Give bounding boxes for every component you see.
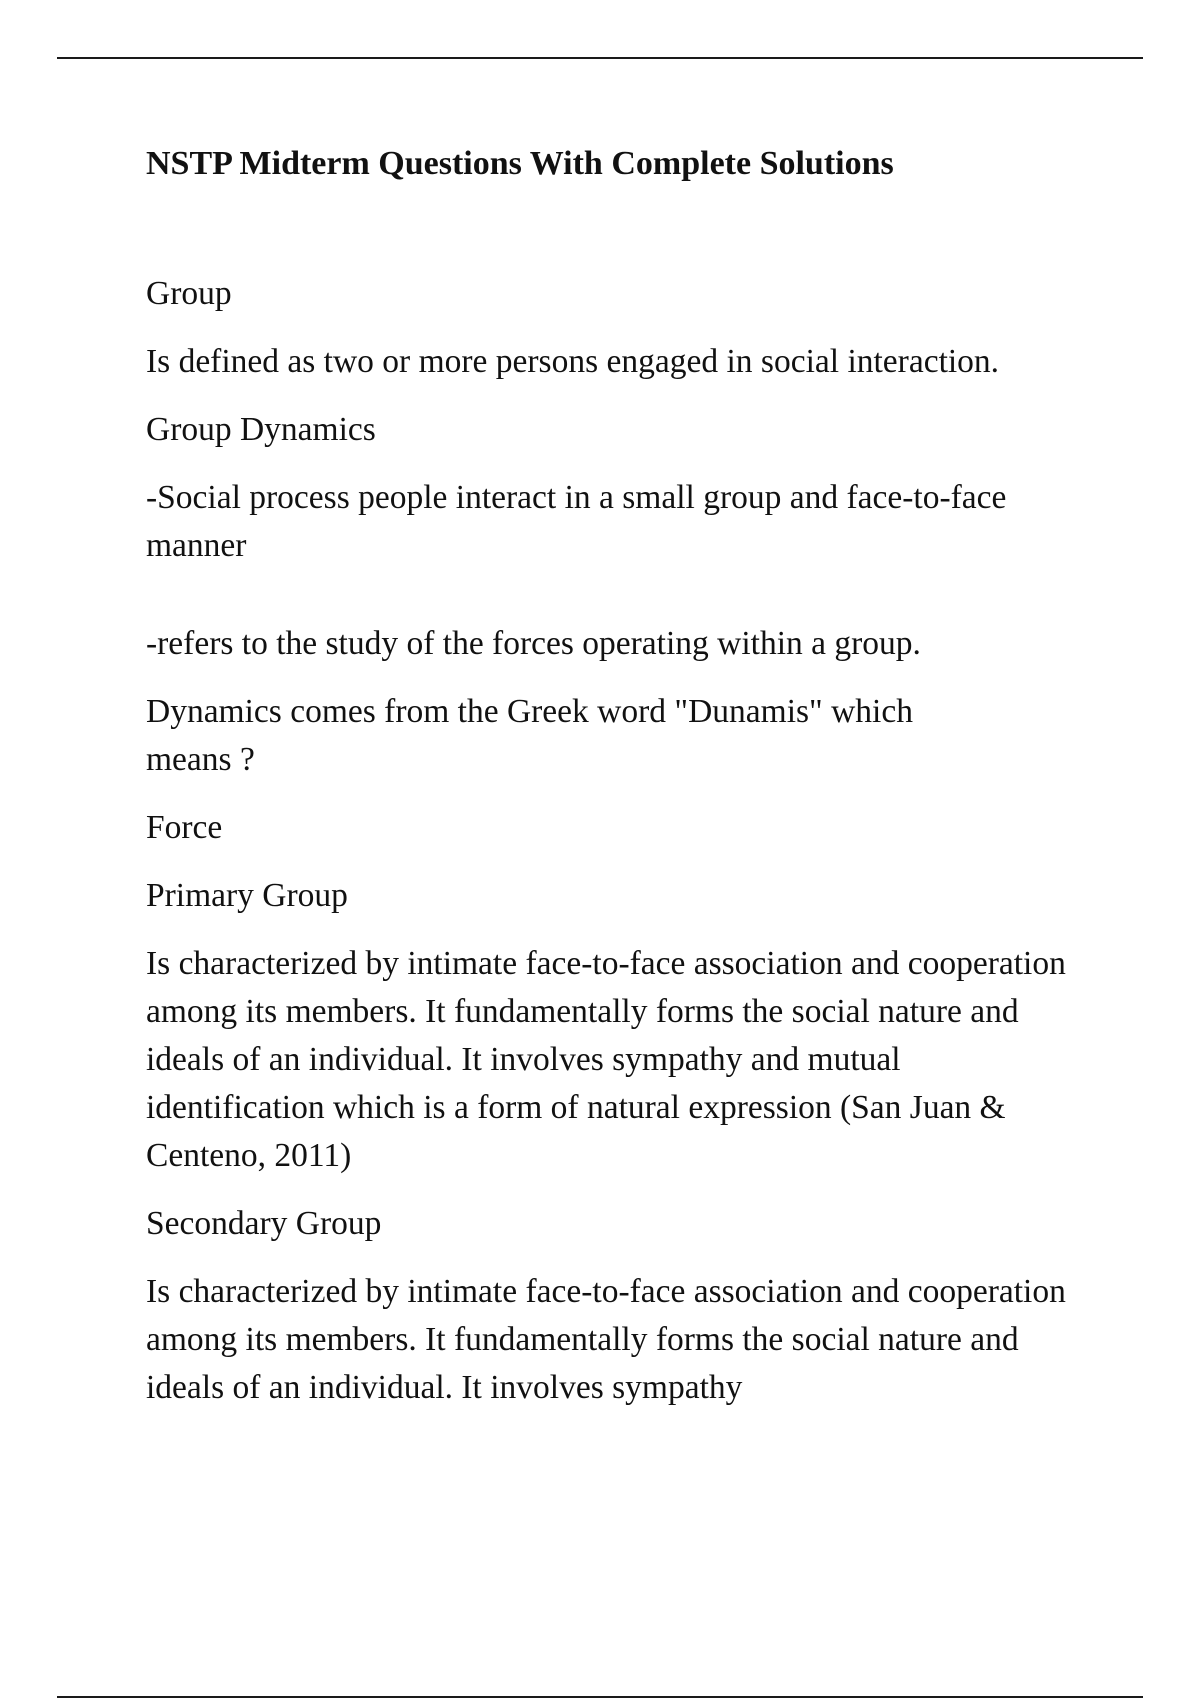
answer-primary-group: Is characterized by intimate face-to-face association and cooperation among its members. It fundamentally forms the social nature and ideals of an individual. It involves sympathy and mutual identification which is a form of natural expression (San Juan & Centeno, 2011) — [146, 945, 1066, 1174]
document-title: NSTP Midterm Questions With Complete Solutions — [146, 145, 894, 182]
question-dynamics-origin: Dynamics comes from the Greek word "Dunamis" which means ? — [146, 693, 913, 778]
question-group-dynamics: Group Dynamics — [146, 411, 376, 448]
qa-list — [146, 270, 1106, 1412]
answer-secondary-group: Is characterized by intimate face-to-face association and cooperation among its members. It fundamentally forms the social nature and ideals of an individual. It involves sympathy — [146, 1273, 1066, 1406]
document-page — [146, 140, 1106, 1432]
answer-group-dynamics-1: -Social process people interact in a small group and face-to-face manner — [146, 479, 1007, 564]
question-group: Group — [146, 275, 232, 312]
bottom-divider — [57, 1696, 1143, 1698]
answer-group-dynamics-2: -refers to the study of the forces operating within a group. — [146, 625, 921, 662]
question-secondary-group: Secondary Group — [146, 1205, 382, 1242]
top-divider — [57, 57, 1143, 59]
question-primary-group: Primary Group — [146, 877, 348, 914]
answer-dynamics-origin: Force — [146, 809, 223, 846]
answer-group: Is defined as two or more persons engaged in social interaction. — [146, 343, 1000, 380]
